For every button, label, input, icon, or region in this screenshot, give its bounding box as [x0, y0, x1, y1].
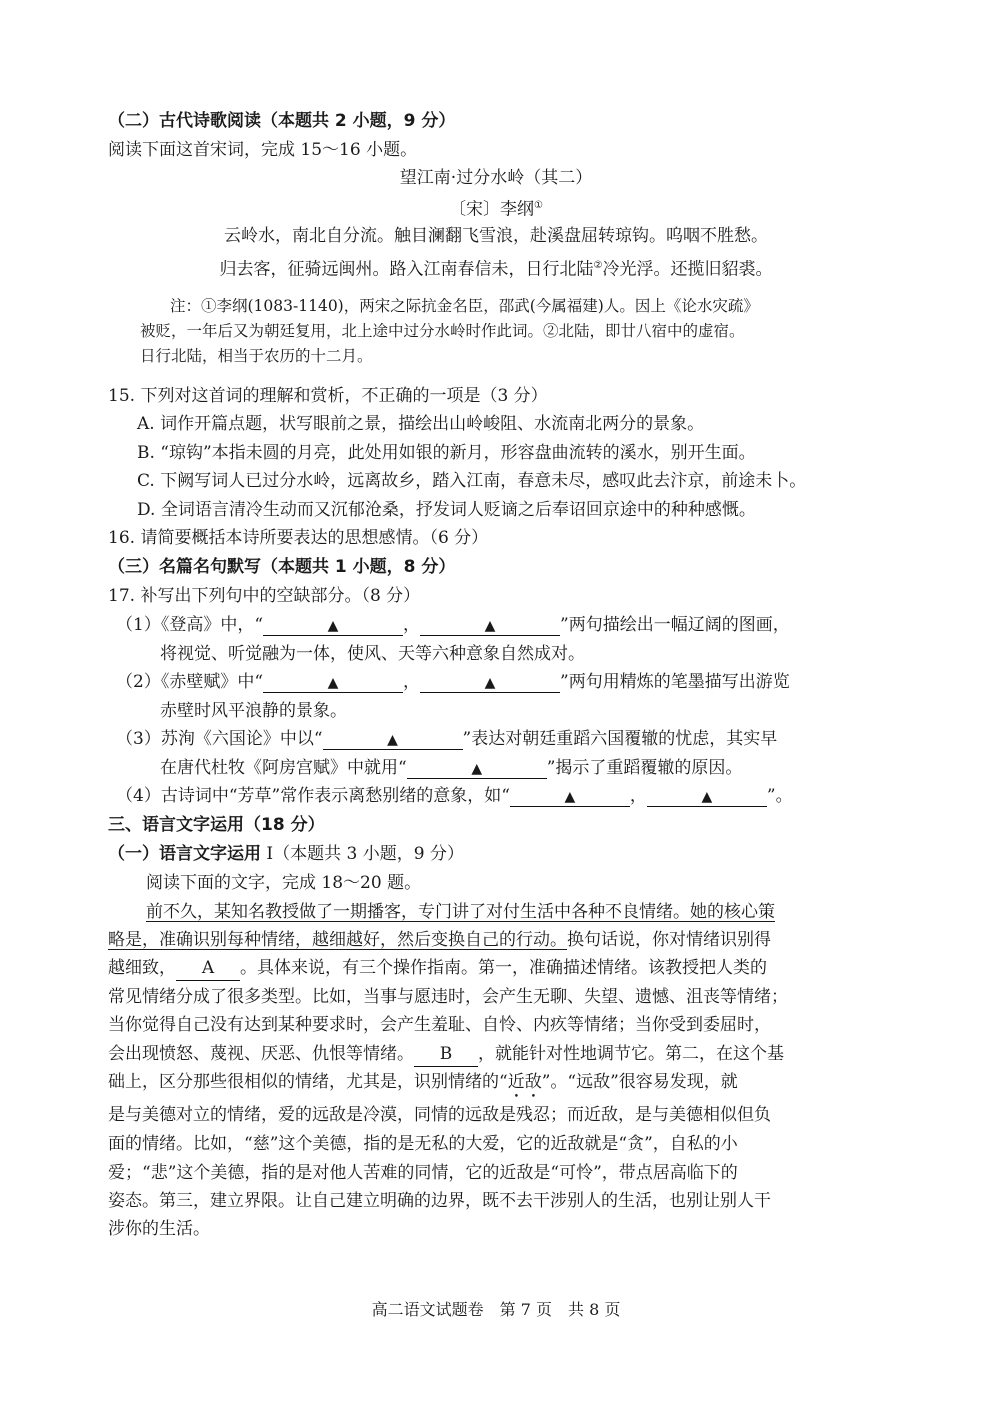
- part-3-title: 三、语言文字运用（18 分）: [108, 815, 325, 835]
- passage-line-2: 略是，准确识别每种情绪，越细越好，然后变换自己的行动。换句话说，你对情绪识别得: [108, 930, 771, 950]
- poem-author: 〔宋〕李纲①: [449, 199, 543, 220]
- q15-option-d: D. 全词语言清冷生动而又沉郁沧桑，抒发词人贬谪之后奉诏回京途中的种种感慨。: [137, 500, 756, 520]
- q16-stem: 16. 请简要概括本诗所要表达的思想感情。（6 分）: [108, 528, 489, 548]
- note-line-2: 被贬，一年后又为朝廷复用，北上途中过分水岭时作此词。②北陆，即廿八宿中的虚宿。: [140, 322, 745, 340]
- passage-line-3: 越细致， A 。具体来说，有三个操作指南。第一，准确描述情绪。该教授把人类的: [108, 956, 767, 981]
- section-2-title: （二）古代诗歌阅读（本题共 2 小题，9 分）: [108, 111, 456, 131]
- q15-option-b: B. “琼钩”本指未圆的月亮，此处用如银的新月，形容盘曲流转的溪水，别开生面。: [137, 443, 756, 463]
- answer-blank: ▲: [420, 672, 560, 693]
- q17-item-2-cont: 赤壁时风平浪静的景象。: [160, 701, 347, 721]
- answer-blank: ▲: [263, 615, 403, 636]
- answer-blank: ▲: [647, 786, 767, 807]
- subsection-1-intro: 阅读下面的文字，完成 18～20 题。: [146, 873, 422, 893]
- blank-b: B: [414, 1042, 478, 1067]
- passage-line-12: 涉你的生活。: [108, 1219, 210, 1239]
- q17-item-3: （3）苏洵《六国论》中以“ ▲ ”表达对朝廷重蹈六国覆辙的忧虑，其实早: [116, 729, 778, 749]
- passage-line-5: 当你觉得自己没有达到某种要求时，会产生羞耻、自怜、内疚等情绪；当你受到委屈时，: [108, 1015, 771, 1035]
- answer-blank: ▲: [510, 786, 630, 807]
- q15-option-c: C. 下阙写词人已过分水岭，远离故乡，踏入江南，春意未尽，感叹此去汴京，前途未卜。: [137, 471, 807, 491]
- poem-line-2: 归去客，征骑远闽州。路入江南春信未，日行北陆②冷光浮。还揽旧貂裘。: [219, 259, 773, 280]
- passage-line-8: 是与美德对立的情绪，爱的远敌是冷漠，同情的远敌是残忍；而近敌，是与美德相似但负: [108, 1105, 771, 1125]
- passage-line-10: 爱；“悲”这个美德，指的是对他人苦难的同情，它的近敌是“可怜”，带点居高临下的: [108, 1163, 738, 1183]
- passage-line-6: 会出现愤怒、蔑视、厌恶、仇恨等情绪。 B ，就能针对性地调节它。第二，在这个基: [108, 1042, 784, 1067]
- q17-item-1: （1）《登高》中，“ ▲ ， ▲ ”两句描绘出一幅辽阔的图画，: [116, 615, 790, 635]
- q17-item-3-cont: 在唐代杜牧《阿房宫赋》中就用“ ▲ ”揭示了重蹈覆辙的原因。: [160, 758, 743, 778]
- poem-line-1: 云岭水，南北自分流。触目澜翻飞雪浪，赴溪盘屈转琼钩。呜咽不胜愁。: [224, 226, 768, 246]
- q15-option-a: A. 词作开篇点题，状写眼前之景，描绘出山岭峻阻、水流南北两分的景象。: [137, 414, 705, 434]
- section-3-title: （三）名篇名句默写（本题共 1 小题，8 分）: [108, 557, 456, 577]
- q15-stem: 15. 下列对这首词的理解和赏析，不正确的一项是（3 分）: [108, 386, 548, 406]
- passage-line-4: 常见情绪分成了很多类型。比如，当事与愿违时，会产生无聊、失望、遗憾、沮丧等情绪；: [108, 987, 788, 1007]
- answer-blank: ▲: [323, 729, 463, 750]
- answer-blank: ▲: [263, 672, 403, 693]
- passage-line-7: 础上，区分那些很相似的情绪，尤其是，识别情绪的“近敌”。“远敌”很容易发现，就: [108, 1072, 738, 1092]
- section-2-intro: 阅读下面这首宋词，完成 15～16 小题。: [108, 140, 418, 160]
- q17-item-4: （4）古诗词中“芳草”常作表示离愁别绪的意象，如“ ▲ ， ▲ ”。: [116, 786, 793, 806]
- passage-line-11: 姿态。第三，建立界限。让自己建立明确的边界，既不去干涉别人的生活，也别让别人干: [108, 1191, 771, 1211]
- note-line-3: 日行北陆，相当于农历的十二月。: [140, 347, 373, 365]
- passage-line-1: 前不久，某知名教授做了一期播客，专门讲了对付生活中各种不良情绪。她的核心策: [146, 902, 775, 922]
- q17-stem: 17. 补写出下列句中的空缺部分。（8 分）: [108, 586, 421, 606]
- q17-item-1-cont: 将视觉、听觉融为一体，使风、天等六种意象自然成对。: [160, 644, 585, 664]
- page-footer: 高二语文试题卷 第 7 页 共 8 页: [371, 1300, 621, 1319]
- answer-blank: ▲: [420, 615, 560, 636]
- answer-blank: ▲: [407, 758, 547, 779]
- poem-title: 望江南·过分水岭（其二）: [399, 168, 593, 188]
- q17-item-2: （2）《赤壁赋》中“ ▲ ， ▲ ”两句用精炼的笔墨描写出游览: [116, 672, 790, 692]
- note-line-1: 注：①李纲(1083-1140)，两宋之际抗金名臣，邵武(今属福建)人。因上《论水灾疏》: [170, 297, 759, 315]
- blank-a: A: [176, 956, 240, 981]
- passage-line-9: 面的情绪。比如，“慈”这个美德，指的是无私的大爱，它的近敌就是“贪”，自私的小: [108, 1134, 738, 1154]
- subsection-1-title: （一）语言文字运用 Ⅰ（本题共 3 小题，9 分）: [108, 844, 464, 864]
